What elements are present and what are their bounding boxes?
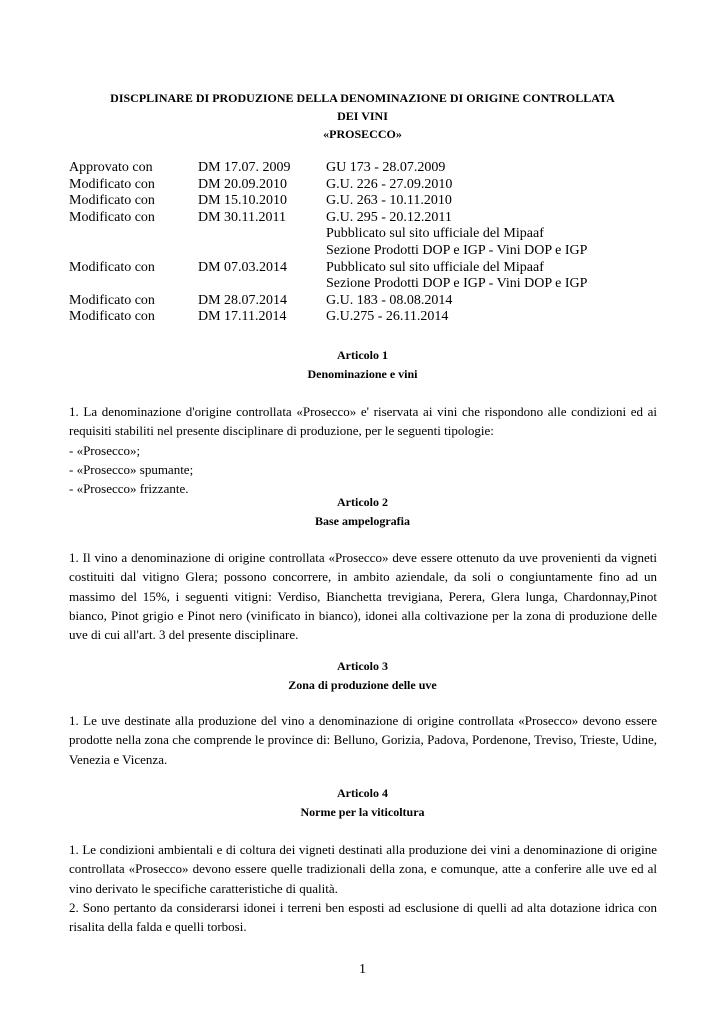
document-title [66,89,659,143]
approval-reference: Sezione Prodotti DOP e IGP - Vini DOP e IGP [326,276,588,292]
title-line-3: «PROSECCO» [323,127,402,141]
article-2-body [69,548,657,644]
approval-reference: G.U. 263 - 10.11.2010 [326,193,452,209]
approval-action: Modificato con [69,193,155,209]
approval-decree: DM 20.09.2010 [198,176,288,192]
article-paragraph: 1. La denominazione d'origine controllata «Prosecco» e' riservata ai vini che rispondono alle condizioni ed ai requisiti stabiliti nel presente disciplinare di produzione, per le seguenti tipologie: [69,404,657,439]
approval-row [69,226,669,243]
approval-reference: Pubblicato sul sito ufficiale del Mipaaf [326,259,544,275]
approval-action: Modificato con [69,209,155,225]
approval-action: Modificato con [69,292,155,308]
approval-reference: G.U. 226 - 27.09.2010 [326,176,453,192]
approval-reference: Sezione Prodotti DOP e IGP - Vini DOP e IGP [326,242,588,258]
approval-decree: DM 07.03.2014 [198,259,288,275]
article-paragraph: 2. Sono pertanto da considerarsi idonei i terreni ben esposti ad esclusione di quelli ad alta dotazione idrica con risalita della falda e quelli torbosi. [69,899,657,935]
approval-decree: DM 28.07.2014 [198,292,288,308]
approval-reference: G.U. 183 - 08.08.2014 [326,292,453,308]
article-heading: Base ampelografia [315,514,410,528]
approval-action: Approvato con [69,160,153,175]
article-2-header [66,493,659,531]
article-4-header [66,784,659,822]
approval-decree: DM 15.10.2010 [198,193,288,209]
title-line-1: DISCPLINARE DI PRODUZIONE DELLA DENOMINAZIONE DI ORIGINE CONTROLLATA [110,91,615,105]
approval-row [69,210,669,227]
page-number: 1 [359,962,366,977]
approval-action: Modificato con [69,259,155,275]
approval-row [69,177,669,194]
article-heading: Zona di produzione delle uve [288,678,437,692]
list-item: - «Prosecco» spumante; [69,461,194,477]
article-heading: Norme per la viticoltura [300,805,425,819]
approval-row [69,276,669,293]
approval-row [69,193,669,210]
article-heading: Denominazione e vini [307,367,418,381]
approval-history [69,160,669,326]
article-1-body [69,402,657,498]
list-item: - «Prosecco» frizzante. [69,481,189,497]
approval-decree: DM 17.07. 2009 [198,160,291,175]
article-paragraph: 1. Il vino a denominazione di origine controllata «Prosecco» deve essere ottenuto da uve provenienti da vigneti costituiti dal vitigno Glera; possono concorrere, in ambito aziendale, da soli o congiuntamente fino ad un massimo del 15%, i seguenti vitigni: Verdiso, Bianchetta trevigiana, Perera, Glera lunga, Chardonnay,Pinot bianco, Pinot grigio e Pinot nero (vinificato in bianco), idonei alla coltivazione per la zona di produzione delle uve di cui all'art. 3 del presente disciplinare. [69,550,657,643]
approval-reference: Pubblicato sul sito ufficiale del Mipaaf [326,226,544,242]
approval-reference: GU 173 - 28.07.2009 [326,160,446,175]
article-paragraph: 1. Le uve destinate alla produzione del vino a denominazione di origine controllata «Prosecco» devono essere prodotte nella zona che comprende le province di: Belluno, Gorizia, Padova, Pordenone, Treviso, Trieste, Udine, Venezia e Vicenza. [69,713,657,767]
article-1-header [66,346,659,384]
article-3-header [66,657,659,695]
article-3-body [69,711,657,769]
approval-row [69,260,669,277]
article-number: Articolo 2 [337,495,388,509]
list-item: - «Prosecco»; [69,442,141,458]
approval-action: Modificato con [69,309,155,325]
approval-row [69,243,669,260]
approval-action: Modificato con [69,176,155,192]
article-number: Articolo 4 [337,786,388,800]
article-4-body [69,840,657,936]
approval-row [69,160,669,177]
approval-reference: G.U. 295 - 20.12.2011 [326,209,452,225]
approval-decree: DM 30.11.2011 [198,209,287,225]
approval-decree: DM 17.11.2014 [198,309,287,325]
article-number: Articolo 3 [337,659,388,673]
approval-row [69,309,669,326]
article-paragraph: 1. Le condizioni ambientali e di coltura dei vigneti destinati alla produzione dei vini a denominazione di origine controllata «Prosecco» devono essere quelle tradizionali della zona, e comunque, atte a conferire alle uve ed al vino derivato le specifiche caratteristiche di qualità. [69,842,657,896]
approval-row [69,293,669,310]
title-line-2: DEI VINI [337,109,388,123]
article-number: Articolo 1 [337,348,388,362]
approval-reference: G.U.275 - 26.11.2014 [326,309,449,325]
